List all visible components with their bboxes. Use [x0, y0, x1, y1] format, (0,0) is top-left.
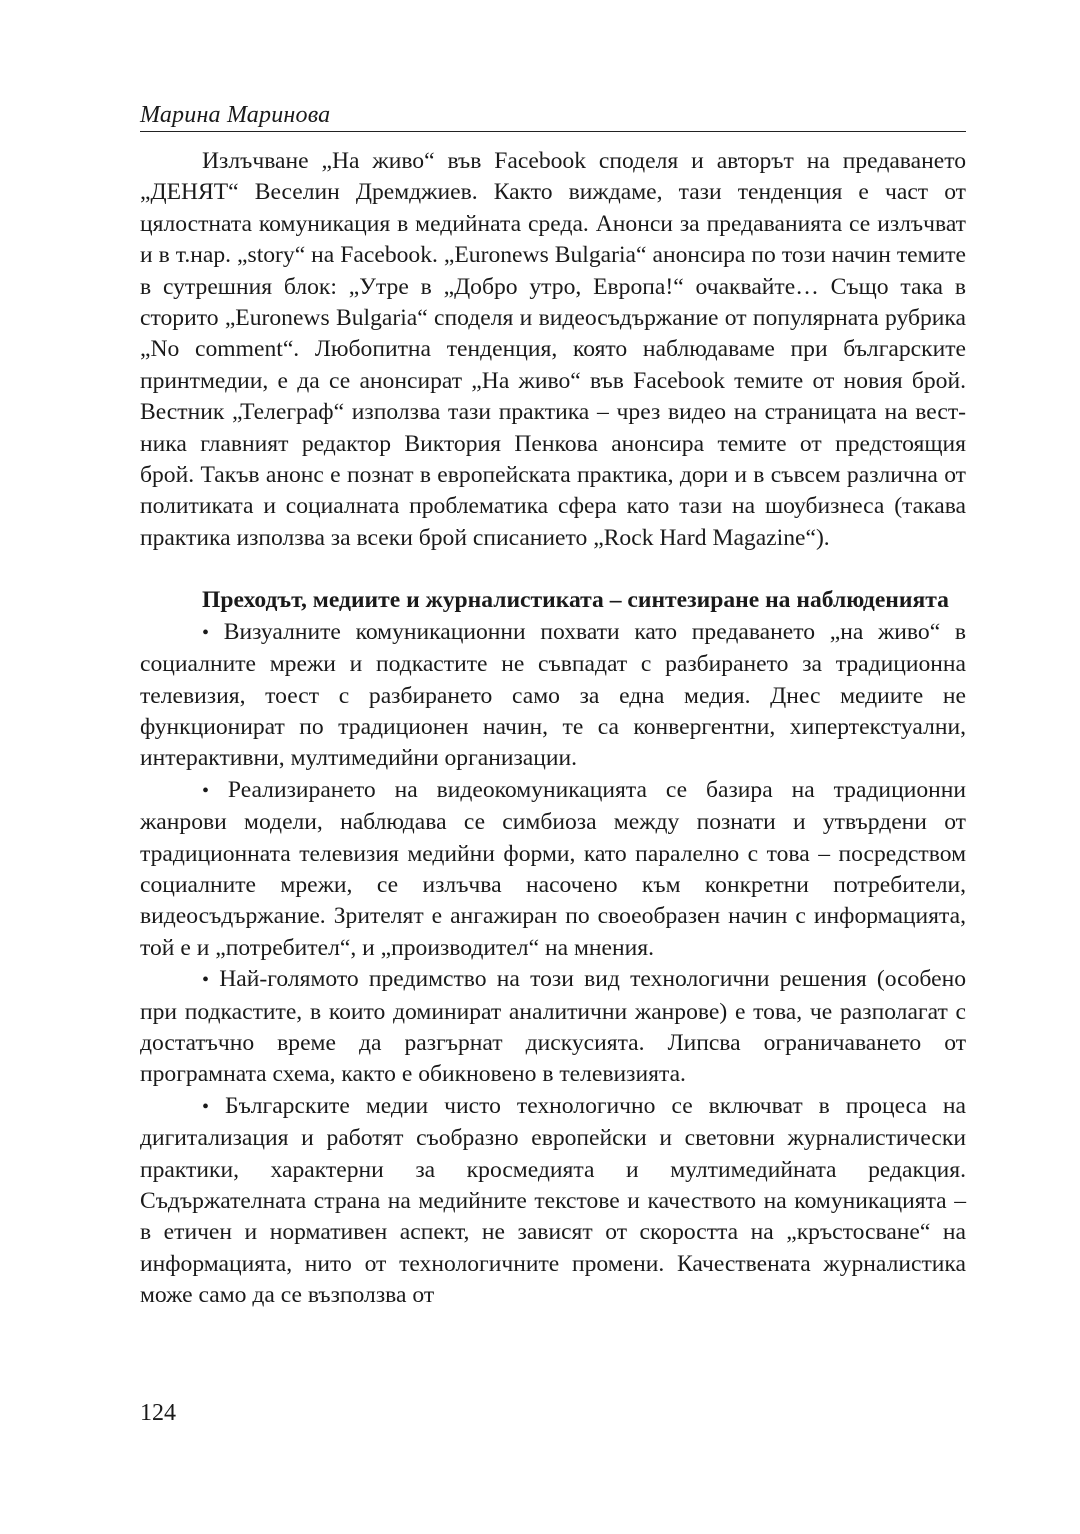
page-body [140, 146, 966, 1312]
section-heading: Преходът, медиите и журналистиката – синтезиране на наблюденията [202, 587, 949, 614]
bullet-paragraph-4 [140, 1091, 966, 1312]
bullet-text-3: Най-голямото предимство на този вид технологични решения (особено при подкастите, в които доминират аналитични жанрове) е това, че разполагат с достатъчно време да разгърнат дискусията. Липсва ограничаването от програмната схема, както е обикновено в телевизията. [140, 966, 967, 1088]
header-rule [140, 131, 966, 132]
running-head-author: Марина Маринова [140, 102, 331, 128]
bullet-text-2: Реализирането на видеокомуникацията се базира на традиционни жанрови модели, наблюдава се симбиоза между познати и утвърдени от традиционната телевизия медийни форми, като паралелно с това – посредством социалните мрежи, се излъчва насочено към конкретни потребители, видеосъдържание. Зрителят е ангажиран по своеобразен начин с информацията, той е и „потребител“, и „производител“ на мнения. [140, 776, 966, 961]
bullet-paragraph-3 [140, 964, 966, 1091]
bullet-icon: • [202, 969, 210, 992]
bullet-icon: • [202, 1095, 210, 1118]
bullet-text-1: Визуалните комуникационни похвати като предаването „на живо“ в социалните мрежи и подкастите не съвпадат с разбирането за традиционна телевизия, тоест с разбирането само за една медия. Днес медиите не функционират по традиционен начин, те са конвергентни, хипертекстуални, интерактивни, мултимедийни организации. [140, 618, 966, 772]
bullet-paragraph-1 [140, 617, 966, 775]
bullet-text-4: Българските медии чисто технологично се включват в процеса на дигитализация и работят съобразно европейски и световни журналистически практики, характерни за кросмедията и мултимедийната редакция. Съдържателната страна на медийните текстове и качеството на комуникацията – в етичен и нормативен аспект, не зависят от скоростта на „кръстосване“ на информацията, нито от технологичните промени. Качествената журналистика може само да се възползва от [140, 1092, 966, 1309]
bullet-icon: • [202, 621, 210, 644]
intro-paragraph: Излъчване „На живо“ във Facebook споделя и авторът на предаването „ДЕНЯТ“ Веселин Дремджиев. Както виждаме, тази тенденция е част от цялостната комуникация в медийната среда. Анонси за предаванията се излъчват и в т.нар. „story“ на Facebook. „Euronews Bulgaria“ анонсира по този начин темите в сутрешния блок: „Утре в „Добро утро, Европа!“ очаквайте… Също така в сторито „Euronews Bulgaria“ споделя и видеосъдържание от популярната рубрика „No comment“. Любопитна тенденция, която наблюдаваме при българските принтмедии, е да се анонсират „На живо“ във Facebook темите от новия брой. Вестник „Телеграф“ използва тази практика – чрез видео на страницата на вестника главният редактор Виктория Пенкова анонсира темите от предстоящия брой. Такъв анонс е познат в европейската практика, дори и в съвсем различна от политиката и социалната проблематика сфера като тази на шоубизнеса (такава практика използва за всеки брой списанието „Rock Hard Magazine“). [140, 148, 966, 551]
page-number: 124 [140, 1400, 176, 1426]
bullet-icon: • [202, 779, 210, 802]
bullet-paragraph-2 [140, 775, 966, 964]
